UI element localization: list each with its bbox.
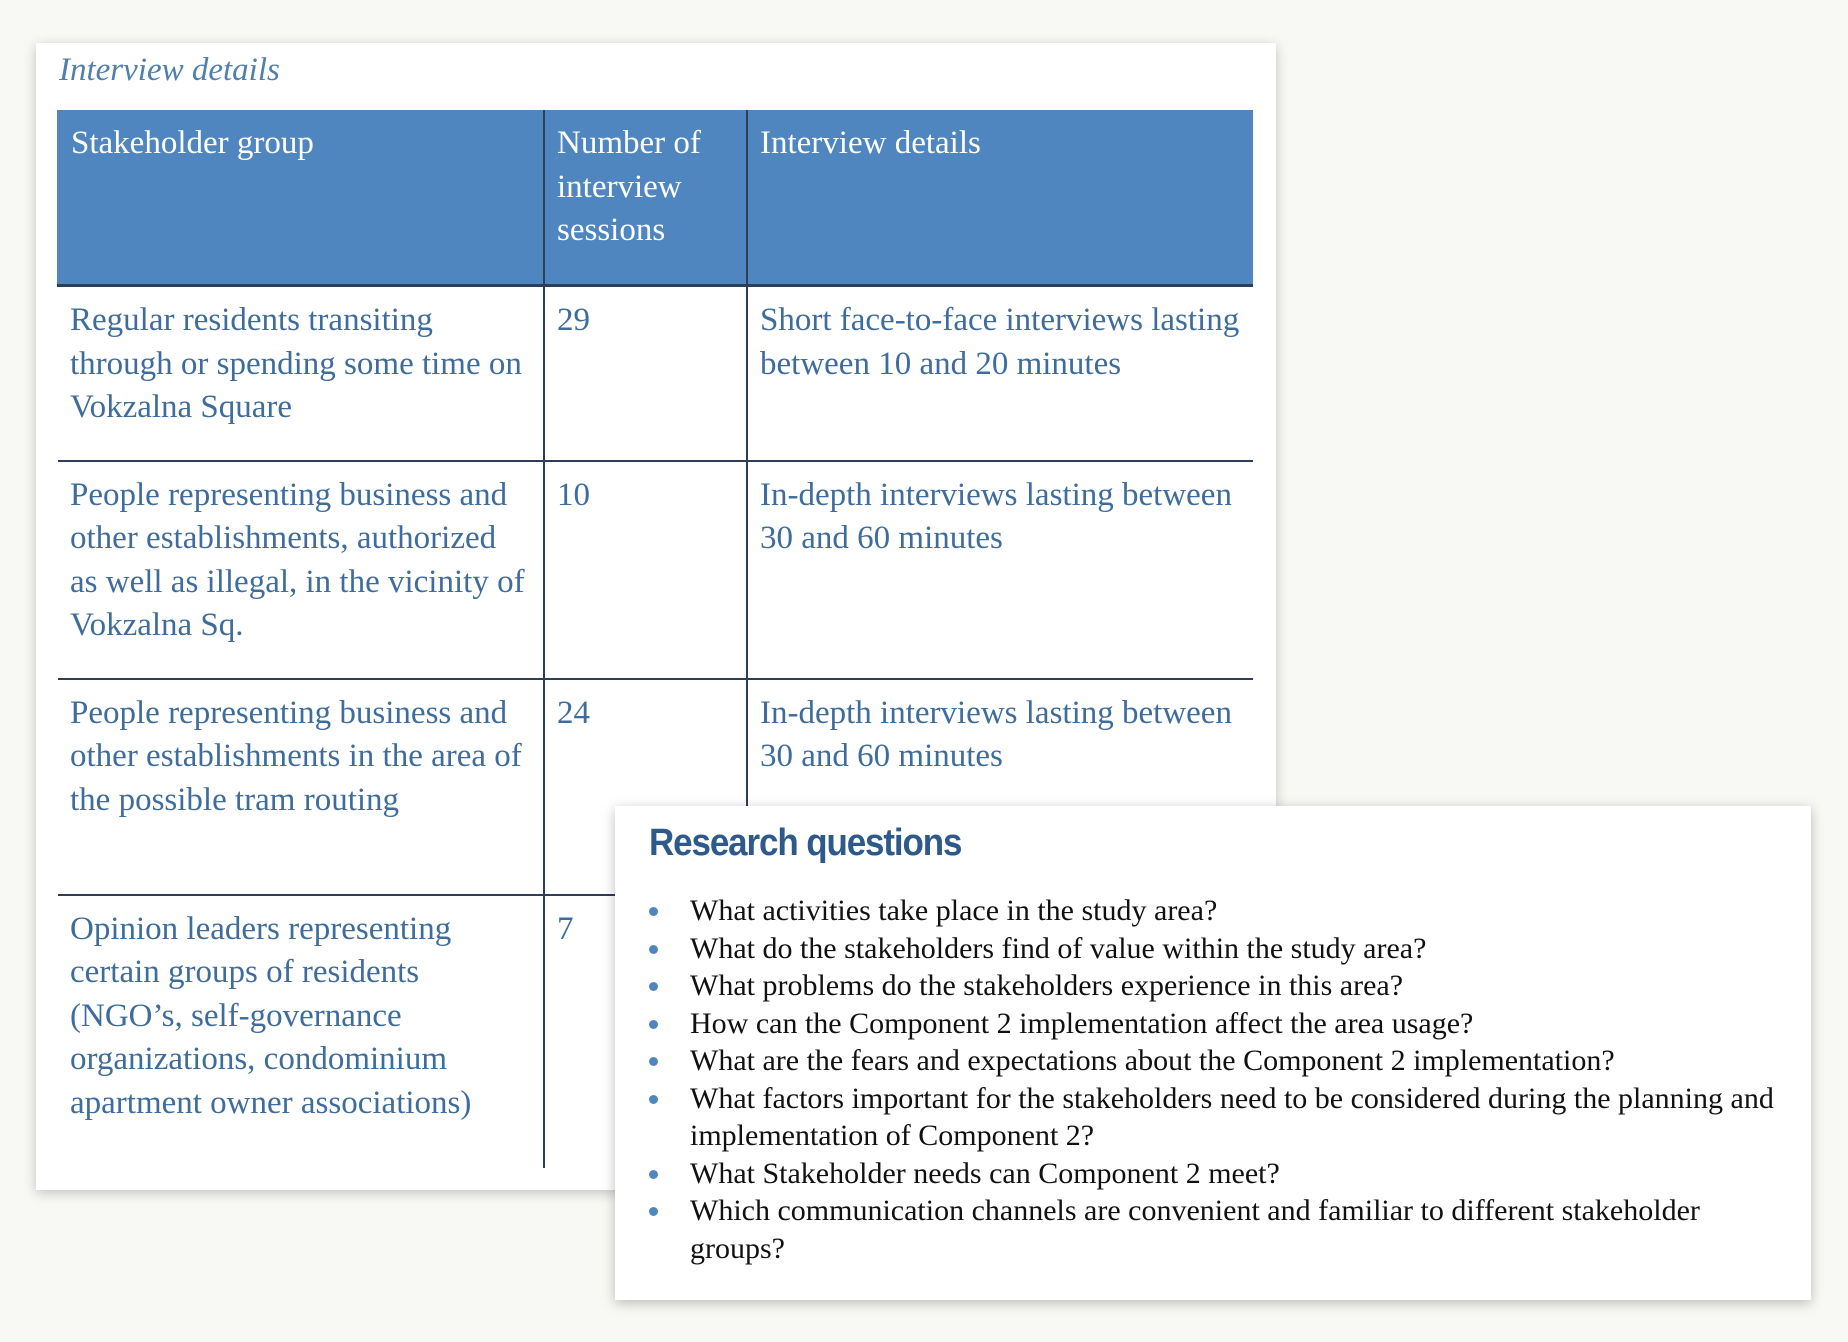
cell-sessions: 7 [544,895,747,1168]
bullet-icon [649,1095,658,1104]
question-text: What activities take place in the study area? [690,894,1218,927]
table-caption: Interview details [59,52,280,88]
cell-details: Short face-to-face interviews lasting between 10 and 20 minutes [747,286,1253,461]
header-stakeholder-group: Stakeholder group [58,110,544,286]
question-text: Which communication channels are convenient and familiar to different stakeholder groups? [690,1194,1700,1265]
question-text: What are the fears and expectations about the Component 2 implementation? [690,1044,1615,1077]
list-item [690,967,1790,1005]
header-number-of-sessions: Number of interview sessions [544,110,747,286]
research-questions-title: Research questions [649,822,962,864]
cell-sessions: 24 [544,679,747,895]
list-item [690,1192,1790,1267]
cell-stakeholder-group: People representing business and other establishments in the area of the possible tram routing [58,679,544,895]
bullet-icon [649,907,658,916]
bullet-icon [649,982,658,991]
question-text: How can the Component 2 implementation affect the area usage? [690,1006,1474,1040]
header-interview-details: Interview details [747,110,1253,286]
table-row [58,461,1253,679]
research-questions-card [615,806,1811,1300]
list-item [690,1155,1790,1193]
bullet-icon [649,1057,658,1066]
question-text: What do the stakeholders find of value within the study area? [690,931,1427,965]
bullet-icon [649,1020,658,1029]
cell-details: In-depth interviews lasting between 30 and 60 minutes [747,679,1253,895]
question-text: What Stakeholder needs can Component 2 meet? [690,1156,1280,1190]
cell-sessions: 29 [544,286,747,461]
list-item [690,892,1790,930]
list-item [690,930,1790,968]
bullet-icon [649,945,658,954]
table-header-row [58,110,1253,286]
research-questions-list [690,892,1790,1267]
list-item [690,1042,1790,1080]
cell-details: In-depth interviews lasting between 30 and 60 minutes [747,461,1253,679]
question-text: What factors important for the stakeholders need to be considered during the planning and implementation of Component 2? [690,1081,1774,1152]
table-row [58,286,1253,461]
list-item [690,1080,1790,1155]
cell-sessions: 10 [544,461,747,679]
list-item [690,1005,1790,1043]
bullet-icon [649,1170,658,1179]
cell-stakeholder-group: Opinion leaders representing certain groups of residents (NGO’s, self-governance organizations, condominium apartment owner associations) [70,910,472,1121]
cell-stakeholder-group: Regular residents transiting through or spending some time on Vokzalna Square [58,286,544,461]
cell-stakeholder-group: People representing business and other establishments, authorized as well as illegal, in the vicinity of Vokzalna Sq. [58,461,544,679]
bullet-icon [649,1207,658,1216]
question-text: What problems do the stakeholders experience in this area? [690,969,1404,1002]
